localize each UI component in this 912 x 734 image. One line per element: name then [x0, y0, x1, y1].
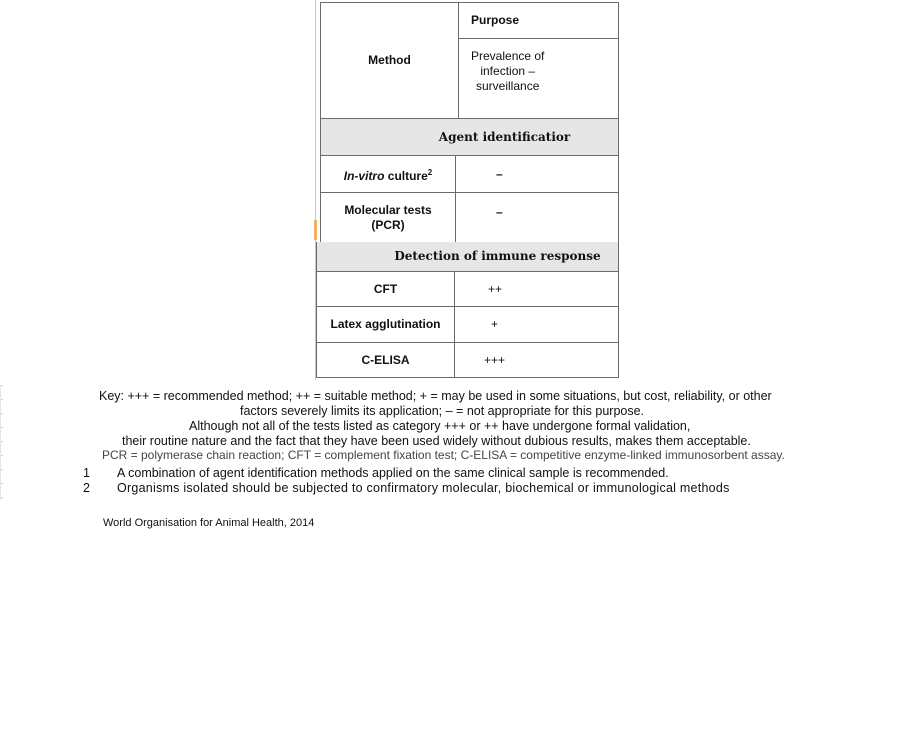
method-cell-cft: [316, 271, 455, 307]
section-agent-identification: [320, 118, 619, 156]
value-cell-cft: [454, 271, 619, 307]
footnote-text: Organisms isolated should be subjected to confirmatory molecular, biochemical or immunological methods: [117, 481, 730, 495]
value-cell-molecular-tests: [455, 192, 619, 243]
section-title: Agent identificatior: [438, 129, 571, 144]
method-name: Latex agglutination: [330, 317, 441, 331]
ruler-marker: [314, 220, 317, 240]
method-name: Molecular tests (PCR): [344, 202, 432, 232]
method-cell-latex-agglutination: [316, 306, 455, 343]
value-cell-c-elisa: [454, 342, 619, 378]
rating-value: –: [496, 166, 503, 181]
footnote-ref: 2: [427, 167, 433, 177]
validation-line-1: Although not all of the tests listed as category +++ or ++ have undergone formal validation,: [189, 419, 691, 433]
key-line-1: Key: +++ = recommended method; ++ = suitable method; + = may be used in some situations, but cost, reliability, or other: [99, 389, 772, 403]
value-cell-in-vitro-culture: [455, 155, 619, 193]
key-line-2: factors severely limits its application; – = not appropriate for this purpose.: [240, 404, 645, 418]
validation-line-2: their routine nature and the fact that they have been used widely without dubious results, makes them acceptable.: [122, 434, 751, 448]
method-cell-in-vitro-culture: [320, 155, 456, 193]
rating-value: +: [491, 317, 499, 331]
method-cell-c-elisa: [316, 342, 455, 378]
source-credit: World Organisation for Animal Health, 2014: [103, 517, 315, 529]
abbreviations-line: PCR = polymerase chain reaction; CFT = complement fixation test; C-ELISA = competitive enzyme-linked immunosorbent assay.: [102, 448, 785, 462]
section-title: Detection of immune response: [394, 249, 601, 263]
method-name: CFT: [373, 281, 398, 296]
method-cell-molecular-tests: [320, 192, 456, 243]
footnote-number: 2: [83, 481, 90, 495]
value-cell-latex-agglutination: [454, 306, 619, 343]
purpose-column-cell: [458, 38, 619, 119]
rating-value: –: [496, 205, 503, 219]
purpose-header: Purpose: [471, 13, 520, 27]
method-name: In-vitro culture$^2$: [343, 167, 433, 183]
method-header-cell: [320, 2, 459, 119]
method-name: C-ELISA: [361, 352, 410, 367]
purpose-column-label: Prevalence of infection – surveillance: [471, 49, 545, 93]
rating-value: ++: [488, 281, 503, 296]
footnote-number: 1: [83, 466, 90, 480]
purpose-header-cell: [458, 2, 619, 39]
rating-value: +++: [484, 352, 506, 367]
footnote-text: A combination of agent identification methods applied on the same clinical sample is recommended.: [117, 466, 669, 480]
page-ruler-left: [0, 385, 3, 500]
method-header: Method: [368, 53, 411, 67]
section-immune-response: [316, 242, 619, 272]
